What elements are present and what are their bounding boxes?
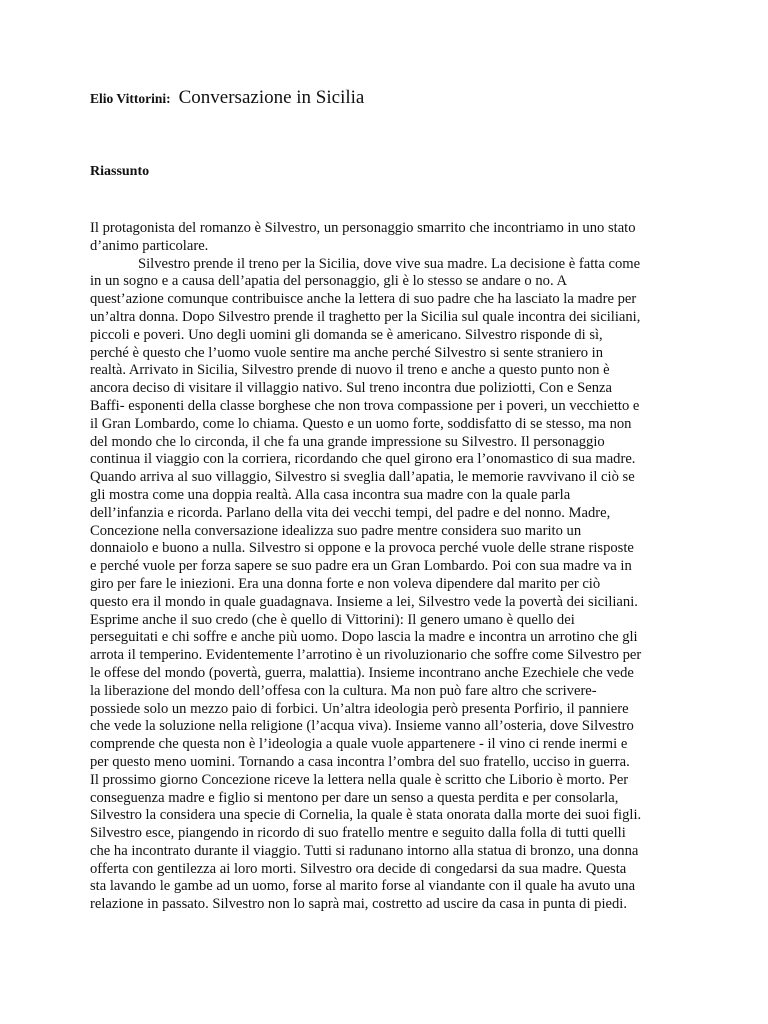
text-line: Esprime anche il suo credo (che è quello di Vittorini): Il genero umano è quello dei: [90, 611, 575, 628]
text-line: donnaiolo e buono a nulla. Silvestro si oppone e la provoca perché vuole delle strane risposte: [90, 540, 634, 557]
author-name: Elio Vittorini:: [90, 91, 171, 106]
text-line: conseguenza madre e figlio si mentono per dare un senso a questa perdita e per consolarla,: [90, 789, 619, 806]
text-line: e perché vuole per forza sapere se suo padre era un Gran Lombardo. Poi con sua madre va in: [90, 558, 632, 575]
text-line: Baffi- esponenti della classe borghese che non trova compassione per i poveri, un vecchietto e: [90, 397, 640, 414]
text-line: giro per fare le iniezioni. Era una donna forte e non voleva dipendere dal marito per ciò: [90, 575, 601, 592]
text-line: questo era il mondo in quale guadagnava. Insieme a lei, Silvestro vede la povertà dei siciliani.: [90, 593, 638, 610]
section-heading: Riassunto: [90, 164, 150, 179]
text-line: il Gran Lombardo, come lo chiama. Questo e un uomo forte, soddisfatto di se stesso, ma non: [90, 415, 632, 432]
summary-body: [90, 220, 690, 914]
text-line: perché è questo che l’uomo vuole sentire ma anche perché Silvestro si sente straniero in: [90, 344, 604, 361]
text-line: gli mostra come una doppia realtà. Alla casa incontra sua madre con la quale parla: [90, 486, 571, 503]
text-line: per questo meno uomini. Tornando a casa incontra l’ombra del suo fratello, ucciso in guerra.: [90, 753, 630, 770]
text-line: quest’azione comunque contribuisce anche la lettera di suo padre che ha lasciato la madre per: [90, 291, 637, 308]
text-line: possiede solo un mezzo paio di forbici. Un’altra ideologia però presenta Porfirio, il panniere: [90, 700, 629, 717]
text-line: che ha incontrato durante il viaggio. Tutti si radunano intorno alla statua di bronzo, una donna: [90, 842, 639, 859]
text-line: continua il viaggio con la corriera, ricordando che quel girono era l’onomastico di sua madre.: [90, 451, 636, 468]
text-line: relazione in passato. Silvestro non lo saprà mai, costretto ad uscire da casa in punta di piedi.: [90, 896, 627, 913]
text-line: le offese del mondo (povertà, guerra, malattia). Insieme incontrano anche Ezechiele che vede: [90, 664, 634, 681]
text-line: Silvestro esce, piangendo in ricordo di suo fratello mentre e seguito dalla folla di tutti quelli: [90, 825, 626, 842]
text-line: Quando arriva al suo villaggio, Silvestro si sveglia dall’apatia, le memorie ravvivano il ciò se: [90, 469, 635, 486]
text-line: sta lavando le gambe ad un uomo, forse al marito forse al viandante con il quale ha avuto una: [90, 878, 636, 895]
text-line: perseguitati e chi soffre e anche più uomo. Dopo lascia la madre e incontra un arrotino che gli: [90, 629, 638, 646]
text-line: offerta con gentilezza ai loro morti. Silvestro ora decide di congedarsi da sua madre. Questa: [90, 860, 627, 877]
text-line: in un sogno e a causa dell’apatia del personaggio, gli è lo stesso se andare o no. A: [90, 273, 568, 290]
text-line: dell’infanzia e ricorda. Parlano della vita dei vecchi tempi, del padre e del nonno. Madre,: [90, 504, 611, 521]
text-line: realtà. Arrivato in Sicilia, Silvestro prende di nuovo il treno e anche a questo punto non è: [90, 362, 610, 379]
text-line: Silvestro prende il treno per la Sicilia, dove vive sua madre. La decisione è fatta come: [138, 255, 641, 272]
text-line: piccoli e poveri. Uno degli uomini gli domanda se è americano. Silvestro risponde di sì,: [90, 326, 603, 343]
text-line: arrota il temperino. Evidentemente l’arrotino è un rivoluzionario che soffre come Silvestro per: [90, 647, 642, 664]
text-line: ancora deciso di visitare il villaggio nativo. Sul treno incontra due poliziotti, Con e Senza: [90, 380, 613, 397]
text-line: la liberazione del mondo dell’offesa con la cultura. Ma non può fare altro che scrivere-: [90, 682, 597, 699]
text-line: Silvestro la considera una specie di Cornelia, la quale è stata onorata dalla morte dei suoi figli.: [90, 807, 642, 824]
text-line: un’altra donna. Dopo Silvestro prende il traghetto per la Sicilia sul quale incontra dei siciliani,: [90, 308, 641, 325]
text-line: d’animo particolare.: [90, 237, 209, 254]
document-title-line: [90, 86, 364, 111]
text-line: che vede la soluzione nella religione (l’acqua viva). Insieme vanno all’osteria, dove Silvestro: [90, 718, 634, 735]
text-line: Concezione nella conversazione idealizza suo padre mentre considera suo marito un: [90, 522, 582, 539]
work-title: Conversazione in Sicilia: [178, 87, 365, 108]
text-line: comprende che questa non è l’ideologia a quale vuole appartenere - il vino ci rende inermi e: [90, 736, 628, 753]
text-line: del mondo che lo circonda, il che fa una grande impressione su Silvestro. Il personaggio: [90, 433, 605, 450]
text-line: Il prossimo giorno Concezione riceve la lettera nella quale è scritto che Liborio è morto. Per: [90, 771, 629, 788]
text-line: Il protagonista del romanzo è Silvestro, un personaggio smarrito che incontriamo in uno stato: [90, 220, 636, 236]
